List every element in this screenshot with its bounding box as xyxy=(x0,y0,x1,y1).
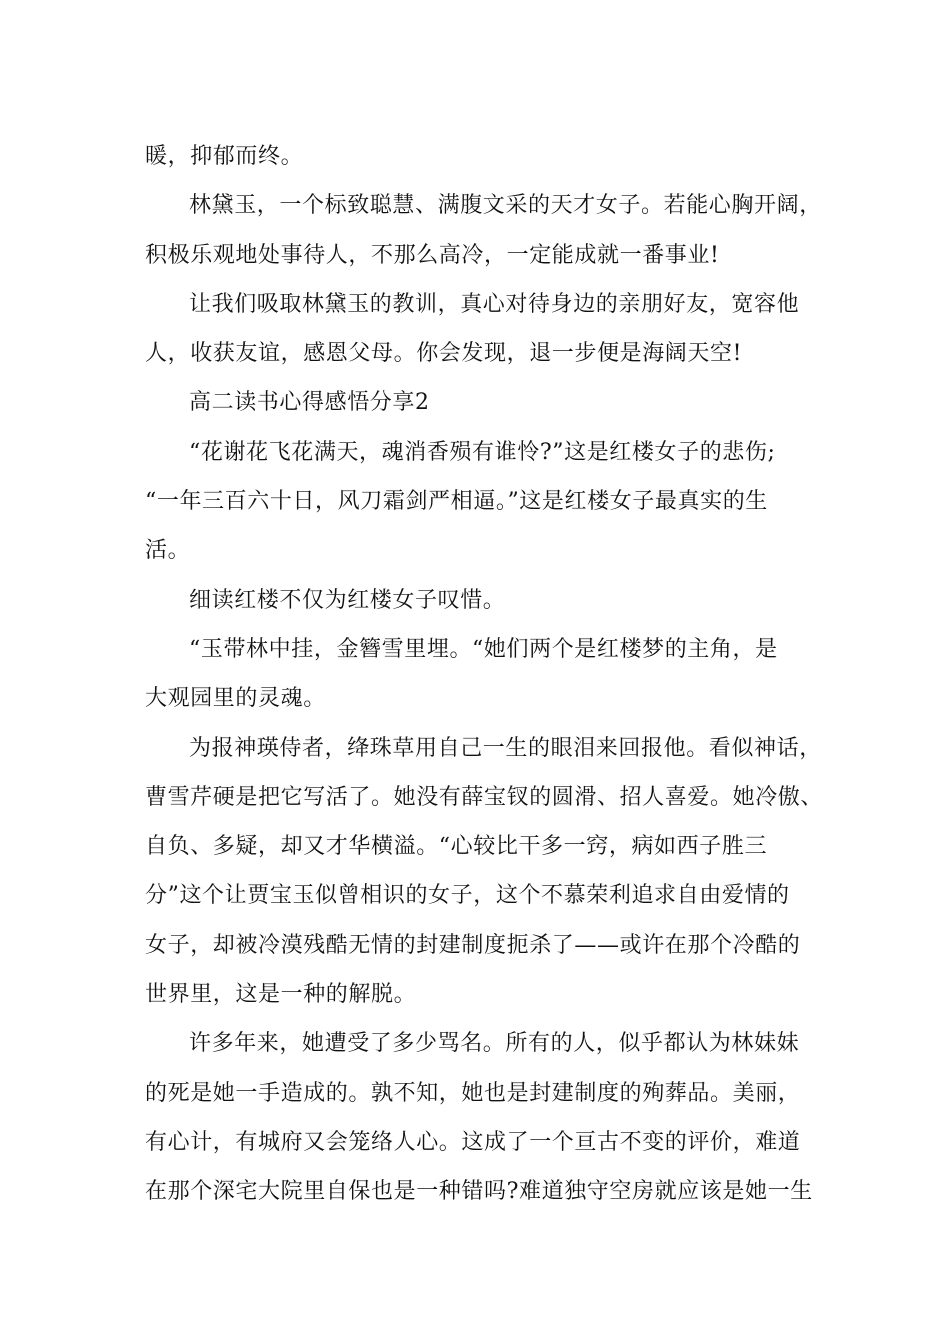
text-line: “一年三百六十日，风刀霜剑严相逼。”这是红楼女子最真实的生 xyxy=(145,489,768,515)
text-line: 在那个深宅大院里自保也是一种错吗?难道独守空房就应该是她一生 xyxy=(145,1179,813,1205)
text-line: 大观园里的灵魂。 xyxy=(145,686,326,712)
text-line: 自负、多疑，却又才华横溢。“心较比干多一窍，病如西子胜三 xyxy=(145,834,768,860)
text-line: 为报神瑛侍者，绛珠草用自己一生的眼泪来回报他。看似神话， xyxy=(189,735,822,761)
text-line: 人，收获友谊，感恩父母。你会发现，退一步便是海阔天空! xyxy=(145,341,743,367)
body-text xyxy=(145,132,824,1217)
text-line: 让我们吸取林黛玉的教训，真心对待身边的亲朋好友，宽容他 xyxy=(189,291,800,317)
text-line: 活。 xyxy=(145,538,191,564)
text-line: 分”这个让贾宝玉似曾相识的女子，这个不慕荣利追求自由爱情的 xyxy=(145,883,790,909)
text-line: 的死是她一手造成的。孰不知，她也是封建制度的殉葬品。美丽， xyxy=(145,1080,801,1106)
section-heading: 高二读书心得感悟分享2 xyxy=(189,390,430,416)
text-line: 有心计，有城府又会笼络人心。这成了一个亘古不变的评价，难道 xyxy=(145,1129,801,1155)
text-line: “玉带林中挂，金簪雪里埋。“她们两个是红楼梦的主角，是 xyxy=(189,636,778,662)
text-line: 世界里，这是一种的解脱。 xyxy=(145,982,417,1008)
text-line: 女子，却被冷漠残酷无情的封建制度扼杀了——或许在那个冷酷的 xyxy=(145,932,801,958)
text-line: “花谢花飞花满天，魂消香殒有谁怜?”这是红楼女子的悲伤; xyxy=(189,439,776,465)
text-line: 曹雪芹硬是把它写活了。她没有薛宝钗的圆滑、招人喜爱。她冷傲、 xyxy=(145,784,824,810)
text-line: 林黛玉，一个标致聪慧、满腹文采的天才女子。若能心胸开阔， xyxy=(189,193,822,219)
text-line: 暖，抑郁而终。 xyxy=(145,144,304,169)
text-line: 细读红楼不仅为红楼女子叹惜。 xyxy=(189,587,506,613)
text-line: 许多年来，她遭受了多少骂名。所有的人，似乎都认为林妹妹 xyxy=(189,1031,800,1057)
text-line: 积极乐观地处事待人，不那么高冷，一定能成就一番事业! xyxy=(145,242,720,268)
